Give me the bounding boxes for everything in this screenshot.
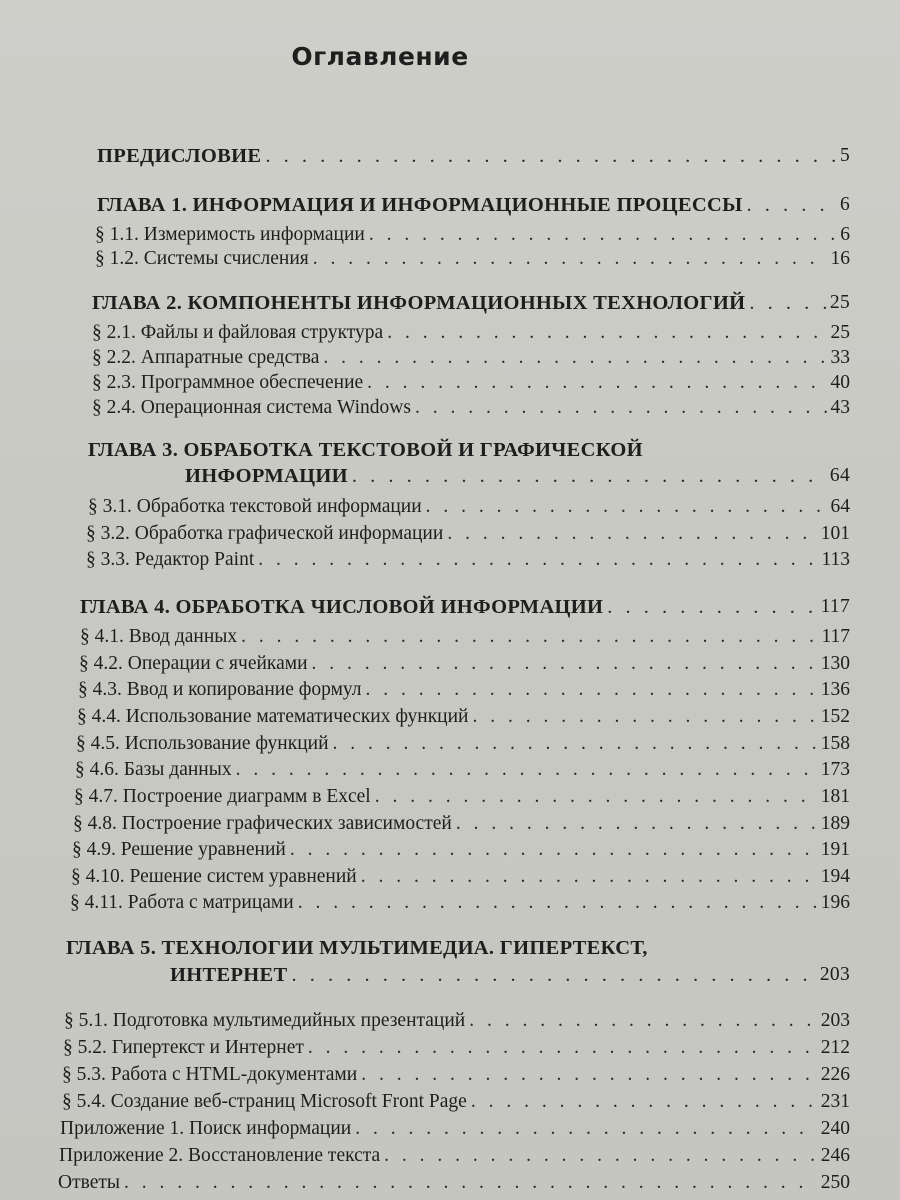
toc-entry-section bbox=[75, 757, 850, 783]
leader-dots bbox=[471, 1089, 817, 1115]
toc-entry-page: 189 bbox=[820, 813, 850, 834]
toc-entry-section bbox=[92, 320, 850, 346]
toc-entry-label: ГЛАВА 1. ИНФОРМАЦИЯ И ИНФОРМАЦИОННЫЕ ПРОЦЕССЫ bbox=[97, 194, 743, 216]
toc-entry-page: 6 bbox=[839, 194, 850, 215]
toc-entry-label: § 2.1. Файлы и файловая структура bbox=[92, 322, 384, 343]
toc-entry-label: § 1.2. Системы счисления bbox=[95, 248, 309, 269]
leader-dots bbox=[469, 1008, 817, 1034]
toc-entry-label: § 4.2. Операции с ячейками bbox=[79, 653, 308, 674]
toc-entry-page: 16 bbox=[830, 248, 850, 269]
toc-entry-label: § 5.1. Подготовка мультимедийных презентаций bbox=[64, 1010, 466, 1031]
leader-dots bbox=[312, 651, 817, 677]
toc-entry-label: § 3.1. Обработка текстовой информации bbox=[88, 496, 422, 517]
toc-entry-label: § 2.4. Операционная система Windows bbox=[92, 397, 411, 418]
toc-entry-label: § 4.4. Использование математических функций bbox=[77, 706, 469, 727]
toc-entry-label: ГЛАВА 5. ТЕХНОЛОГИИ МУЛЬТИМЕДИА. ГИПЕРТЕКСТ, bbox=[66, 937, 648, 959]
toc-entry-section bbox=[62, 1089, 850, 1115]
leader-dots bbox=[298, 890, 817, 916]
toc-entry-section bbox=[92, 345, 850, 371]
toc-entry-section bbox=[77, 704, 850, 730]
toc-entry-appendix bbox=[59, 1143, 850, 1169]
leader-dots bbox=[747, 192, 836, 218]
toc-entry-section bbox=[72, 837, 850, 863]
toc-entry-label: § 3.3. Редактор Paint bbox=[86, 549, 255, 570]
leader-dots bbox=[265, 143, 836, 169]
toc-entry-label: ИНФОРМАЦИИ bbox=[185, 465, 348, 487]
toc-entry-chapter-3 bbox=[185, 463, 850, 489]
toc-entry-label: § 4.1. Ввод данных bbox=[80, 626, 238, 647]
toc-entry-label: § 4.11. Работа с матрицами bbox=[70, 892, 294, 913]
toc-entry-page: 181 bbox=[820, 786, 850, 807]
toc-entry-label: ГЛАВА 4. ОБРАБОТКА ЧИСЛОВОЙ ИНФОРМАЦИИ bbox=[80, 596, 604, 618]
toc-entry-answers bbox=[58, 1170, 850, 1196]
toc-entry-section bbox=[86, 521, 850, 547]
toc-entry-page: 203 bbox=[820, 1010, 850, 1031]
toc-entry-section bbox=[86, 547, 850, 573]
toc-entry-chapter-4 bbox=[80, 594, 850, 620]
leader-dots bbox=[124, 1170, 817, 1196]
toc-entry-label: § 3.2. Обработка графической информации bbox=[86, 523, 444, 544]
toc-entry-page: 64 bbox=[830, 496, 850, 517]
toc-entry-appendix bbox=[60, 1116, 850, 1142]
toc-entry-section bbox=[64, 1008, 850, 1034]
toc-entry-page: 33 bbox=[830, 347, 850, 368]
leader-dots bbox=[291, 962, 815, 988]
toc-entry-page: 173 bbox=[820, 759, 850, 780]
toc-entry-section bbox=[95, 246, 850, 272]
toc-entry-label: § 4.10. Решение систем уравнений bbox=[71, 866, 357, 887]
toc-entry-page: 194 bbox=[820, 866, 850, 887]
toc-entry-page: 25 bbox=[830, 322, 850, 343]
toc-entry-page: 64 bbox=[829, 465, 850, 486]
toc-entry-page: 191 bbox=[820, 839, 850, 860]
toc-entry-label: § 5.2. Гипертекст и Интернет bbox=[63, 1037, 304, 1058]
leader-dots bbox=[447, 521, 816, 547]
leader-dots bbox=[355, 1116, 817, 1142]
toc-entry-section bbox=[63, 1035, 850, 1061]
toc-entry-section bbox=[71, 864, 850, 890]
toc-entry-section bbox=[95, 222, 850, 248]
toc-entry-section bbox=[76, 731, 850, 757]
toc-entry-page: 130 bbox=[820, 653, 850, 674]
toc-entry-label: ПРЕДИСЛОВИЕ bbox=[97, 145, 262, 167]
leader-dots bbox=[352, 463, 826, 489]
leader-dots bbox=[333, 731, 817, 757]
leader-dots bbox=[456, 811, 817, 837]
toc-entry-page: 25 bbox=[829, 292, 850, 313]
toc-entry-page: 113 bbox=[821, 549, 850, 570]
toc-entry-page: 212 bbox=[820, 1037, 850, 1058]
toc-entry-page: 101 bbox=[820, 523, 850, 544]
leader-dots bbox=[290, 837, 817, 863]
toc-entry-page: 196 bbox=[820, 892, 850, 913]
toc-entry-page: 158 bbox=[820, 733, 850, 754]
toc-entry-section bbox=[73, 811, 850, 837]
toc-entry-label: ГЛАВА 2. КОМПОНЕНТЫ ИНФОРМАЦИОННЫХ ТЕХНОЛОГИЙ bbox=[92, 292, 746, 314]
leader-dots bbox=[426, 494, 827, 520]
leader-dots bbox=[323, 345, 826, 371]
toc-entry-section bbox=[92, 370, 850, 396]
leader-dots bbox=[415, 395, 827, 421]
leader-dots bbox=[367, 370, 826, 396]
leader-dots bbox=[607, 594, 816, 620]
toc-entry-page: 43 bbox=[830, 397, 850, 418]
toc-entry-page: 203 bbox=[819, 964, 850, 985]
toc-entry-label: § 5.3. Работа с HTML-документами bbox=[62, 1064, 358, 1085]
toc-entry-label: Приложение 1. Поиск информации bbox=[60, 1118, 352, 1139]
toc-entry-section bbox=[78, 677, 850, 703]
toc-entry-label: § 4.6. Базы данных bbox=[75, 759, 232, 780]
toc-entry-section bbox=[74, 784, 850, 810]
leader-dots bbox=[236, 757, 817, 783]
toc-entry-chapter-5-line1 bbox=[66, 935, 648, 961]
leader-dots bbox=[375, 784, 817, 810]
toc-entry-page: 250 bbox=[820, 1172, 850, 1193]
toc-entry-label: § 1.1. Измеримость информации bbox=[95, 224, 365, 245]
toc-entry-label: § 4.7. Построение диаграмм в Excel bbox=[74, 786, 371, 807]
toc-entry-label: § 4.8. Построение графических зависимостей bbox=[73, 813, 452, 834]
toc-entry-chapter-3-line1 bbox=[88, 437, 643, 463]
toc-entry-section bbox=[92, 395, 850, 421]
leader-dots bbox=[313, 246, 827, 272]
toc-entry-section bbox=[62, 1062, 850, 1088]
leader-dots bbox=[473, 704, 817, 730]
leader-dots bbox=[361, 864, 817, 890]
leader-dots bbox=[361, 1062, 817, 1088]
toc-entry-label: Приложение 2. Восстановление текста bbox=[59, 1145, 381, 1166]
toc-entry-page: 117 bbox=[821, 626, 850, 647]
toc-entry-preface bbox=[97, 143, 850, 169]
toc-entry-page: 152 bbox=[820, 706, 850, 727]
toc-entry-page: 226 bbox=[820, 1064, 850, 1085]
toc-entry-section bbox=[79, 651, 850, 677]
toc-entry-page: 6 bbox=[840, 224, 850, 245]
leader-dots bbox=[749, 290, 826, 316]
toc-entry-page: 136 bbox=[820, 679, 850, 700]
toc-entry-label: ИНТЕРНЕТ bbox=[170, 964, 288, 986]
leader-dots bbox=[241, 624, 817, 650]
leader-dots bbox=[369, 222, 836, 248]
toc-entry-chapter-1 bbox=[97, 192, 850, 218]
leader-dots bbox=[384, 1143, 817, 1169]
leader-dots bbox=[308, 1035, 817, 1061]
toc-entry-page: 240 bbox=[820, 1118, 850, 1139]
toc-entry-chapter-2 bbox=[92, 290, 850, 316]
toc-entry-label: § 4.5. Использование функций bbox=[76, 733, 329, 754]
toc-entry-page: 40 bbox=[830, 372, 850, 393]
toc-entry-label: Ответы bbox=[58, 1172, 120, 1193]
toc-entry-label: § 4.3. Ввод и копирование формул bbox=[78, 679, 362, 700]
leader-dots bbox=[366, 677, 817, 703]
toc-entry-label: § 2.3. Программное обеспечение bbox=[92, 372, 364, 393]
toc-entry-section bbox=[80, 624, 850, 650]
toc-entry-section bbox=[70, 890, 850, 916]
toc-entry-section bbox=[88, 494, 850, 520]
toc-entry-chapter-5 bbox=[170, 962, 850, 988]
toc-entry-page: 5 bbox=[839, 145, 850, 166]
toc-entry-page: 117 bbox=[820, 596, 850, 617]
toc-entry-label: ГЛАВА 3. ОБРАБОТКА ТЕКСТОВОЙ И ГРАФИЧЕСКОЙ bbox=[88, 439, 643, 461]
page-title: Оглавление bbox=[291, 42, 469, 71]
leader-dots bbox=[387, 320, 826, 346]
toc-entry-label: § 5.4. Создание веб-страниц Microsoft Front Page bbox=[62, 1091, 467, 1112]
toc-entry-label: § 4.9. Решение уравнений bbox=[72, 839, 286, 860]
toc-entry-label: § 2.2. Аппаратные средства bbox=[92, 347, 320, 368]
toc-entry-page: 246 bbox=[820, 1145, 850, 1166]
toc-entry-page: 231 bbox=[820, 1091, 850, 1112]
leader-dots bbox=[258, 547, 817, 573]
